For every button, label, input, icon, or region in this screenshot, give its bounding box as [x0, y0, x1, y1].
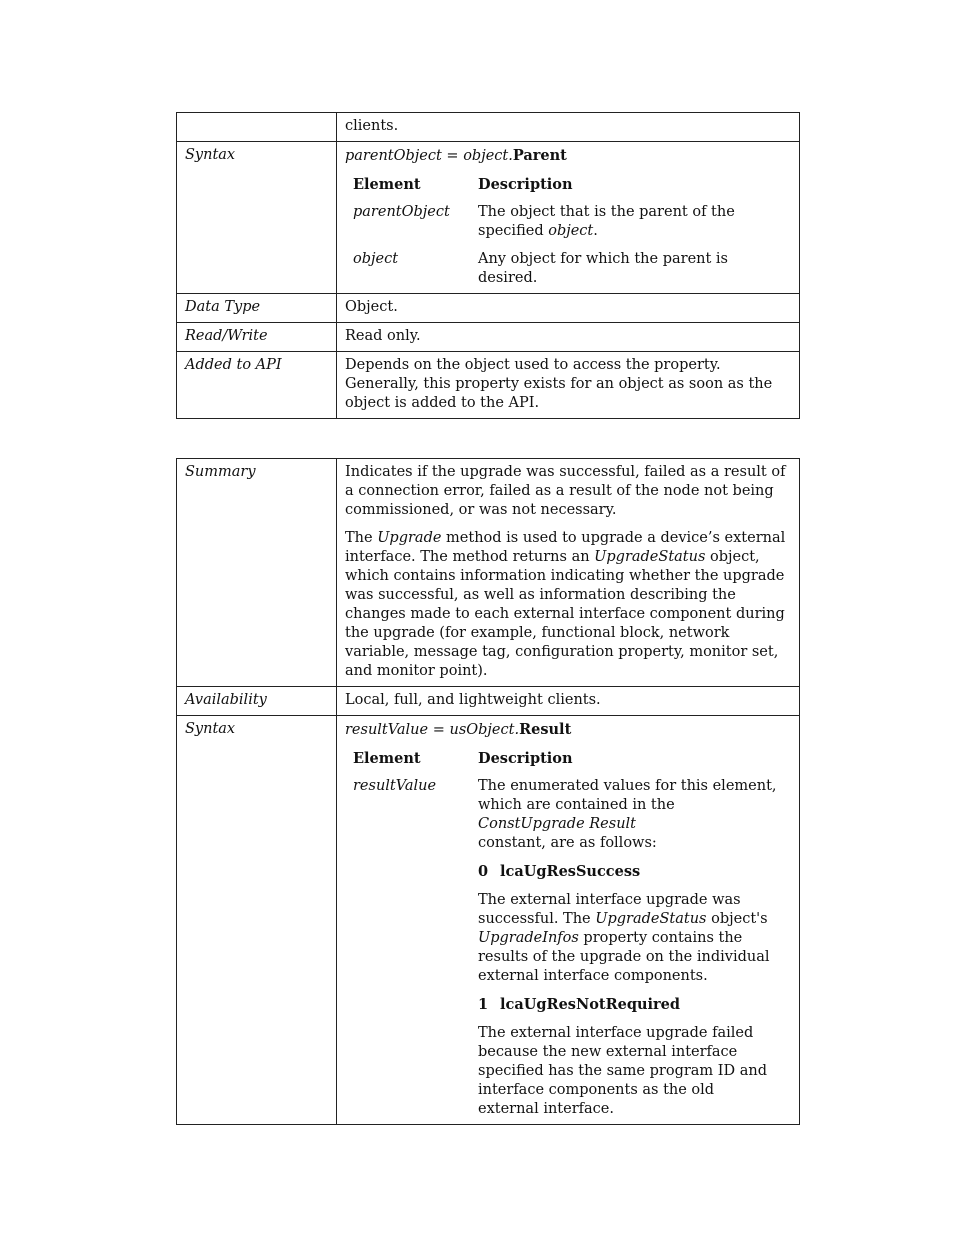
text: constant, are as follows: [478, 835, 657, 851]
data-type-label: Data Type [177, 294, 337, 323]
table-row [177, 142, 800, 294]
enum-name: lcaUgResSuccess [500, 863, 641, 880]
table-row [177, 687, 800, 716]
syntax-lhs: parentObject [345, 148, 442, 164]
availability-label: Availability [177, 687, 337, 716]
table-row [177, 352, 800, 419]
table-row [177, 716, 800, 1125]
enum-name: lcaUgResNotRequired [500, 996, 681, 1013]
element-table-header [353, 175, 778, 203]
description-header: Description [478, 176, 573, 193]
read-write-label: Read/Write [177, 323, 337, 352]
result-property-table [176, 458, 800, 1125]
summary-label: Summary [177, 459, 337, 687]
syntax-property: Parent [512, 147, 567, 164]
enum-number: 1 [478, 996, 489, 1013]
enum-value-description [478, 891, 778, 986]
text: property contains the results of the upgrade on the individual external interface components. [478, 930, 770, 984]
row-label [177, 113, 337, 142]
enum-number: 0 [478, 863, 489, 880]
element-table-header [353, 749, 778, 777]
desc-text: . [593, 223, 598, 239]
element-description [478, 250, 778, 288]
text: method is used to upgrade a device’s external interface. The method returns an [345, 530, 786, 565]
syntax-label: Syntax [177, 142, 337, 294]
enum-value-heading [478, 995, 778, 1015]
summary-cell [337, 459, 800, 687]
parent-property-table [176, 112, 800, 419]
syntax-line [345, 720, 791, 740]
enum-value-heading [478, 862, 778, 882]
element-table [353, 749, 778, 1119]
element-header: Element [353, 176, 421, 193]
syntax-eq: = [428, 722, 450, 738]
element-name: parentObject [353, 204, 450, 220]
desc-text: Any object for which the parent is desired. [478, 251, 728, 286]
syntax-object: usObject. [449, 722, 520, 738]
method-name: Upgrade [377, 530, 442, 546]
property-name: UpgradeInfos [478, 930, 579, 946]
syntax-eq: = [441, 148, 464, 164]
syntax-label: Syntax [177, 716, 337, 1125]
syntax-cell [337, 716, 800, 1125]
summary-paragraph [345, 529, 791, 681]
row-value: clients. [337, 113, 800, 142]
syntax-line [345, 146, 791, 166]
added-to-api-value: Depends on the object used to access the property. Generally, this property exists for an object as soon as the object is added to the API. [337, 352, 800, 419]
text: The external interface upgrade failed because the new external interface specified has the same program ID and interface components as the old external interface. [478, 1025, 768, 1117]
table-row [177, 459, 800, 687]
element-name: resultValue [353, 778, 437, 794]
element-row [353, 777, 778, 1119]
element-row [353, 250, 778, 288]
enum-value-description [478, 1024, 778, 1119]
desc-text: The object that is the parent of the specified [478, 204, 735, 239]
read-write-value: Read only. [337, 323, 800, 352]
table-row [177, 294, 800, 323]
text: The external interface upgrade was successful. The [478, 892, 741, 927]
values-intro [478, 777, 778, 853]
constant-name: ConstUpgrade Result [478, 816, 637, 832]
added-to-api-label: Added to API [177, 352, 337, 419]
text: The [345, 530, 378, 546]
element-table [353, 175, 778, 288]
object-name: UpgradeStatus [595, 911, 707, 927]
syntax-cell [337, 142, 800, 294]
element-name: object [353, 251, 399, 267]
description-header: Description [478, 750, 573, 767]
table-row [177, 113, 800, 142]
availability-value: Local, full, and lightweight clients. [337, 687, 800, 716]
element-header: Element [353, 750, 421, 767]
element-description [478, 203, 778, 250]
summary-paragraph: Indicates if the upgrade was successful, failed as a result of a connection error, failed as a result of the node not being commissioned, or was not necessary. [345, 464, 786, 518]
data-type-value: Object. [337, 294, 800, 323]
object-name: UpgradeStatus [594, 549, 706, 565]
text: The enumerated values for this element, which are contained in the [478, 778, 777, 813]
desc-italic: object [548, 223, 594, 239]
element-description [478, 777, 778, 1119]
text: object's [706, 911, 768, 927]
syntax-property: Result [519, 721, 572, 738]
table-row [177, 323, 800, 352]
element-row [353, 203, 778, 250]
syntax-lhs: resultValue [345, 722, 429, 738]
syntax-object: object. [463, 148, 513, 164]
text: object, which contains information indicating whether the upgrade was successful, as well as information describing the changes made to each external interface component during the upgrade (for example, functional block, network variable, message tag, configuration property, monitor set, and monitor point). [345, 549, 785, 679]
